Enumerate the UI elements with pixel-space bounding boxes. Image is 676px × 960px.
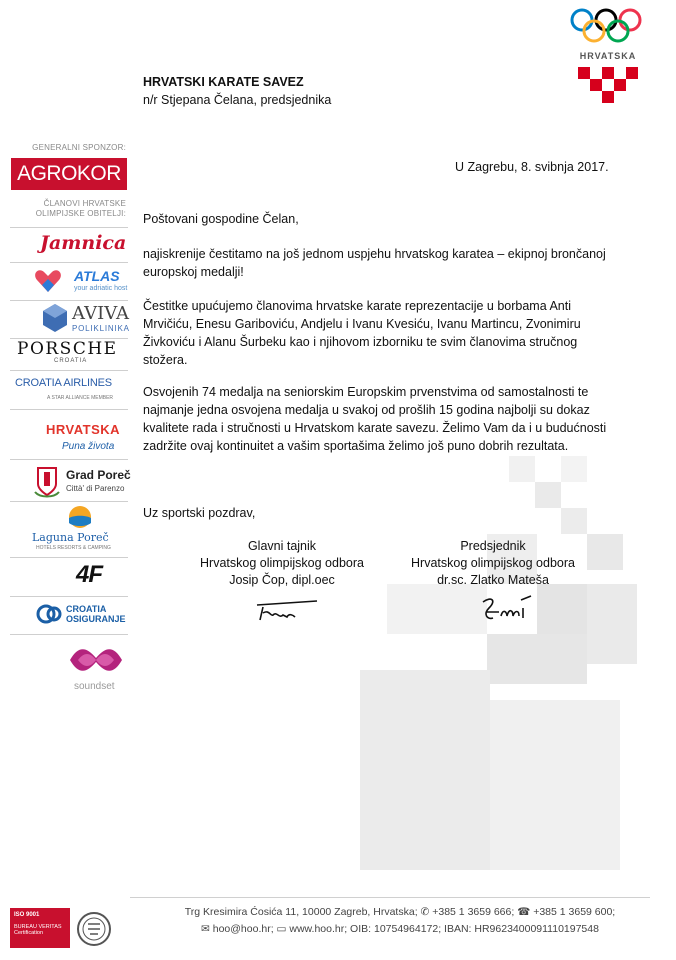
soundset-wave-icon <box>68 642 124 678</box>
atlas-logo-text: ATLAS <box>74 268 120 284</box>
porec-logo-text: Grad Poreč <box>66 468 131 482</box>
porec-logo <box>32 464 131 498</box>
family-label <box>10 199 126 219</box>
soundset-logo <box>66 642 128 694</box>
laguna-logo-text: Laguna Poreč <box>32 531 109 544</box>
footer-contact-line: ✉ hoo@hoo.hr; ▭ www.hoo.hr; OIB: 10754964172; IBAN: HR9623400091110197548 <box>201 923 599 935</box>
croatia-osiguranje-logo <box>36 602 128 628</box>
osiguranje-text-1: CROATIA <box>66 604 107 614</box>
jamnica-logo: Jamnica <box>40 232 127 254</box>
recipient-org: HRVATSKI KARATE SAVEZ <box>143 75 304 89</box>
osiguranje-text-2: OSIGURANJE <box>66 614 126 624</box>
osiguranje-mark-icon <box>36 604 62 624</box>
signature-right-image <box>477 592 537 628</box>
paragraph-3: Osvojenih 74 medalja na seniorskim Europskim prvenstvima od samostalnosti te najmanje jedna osvojena medalja u svakoj od prošlih 15 godina najbolji su dokaz kvalitete rada i stručnosti u Hrvatskom karate savezu. Želimo Vam da i u budućnosti zadržite ovaj kontinuitet a vašim sportašima želimo još puno dobrih rezultata. <box>143 385 607 453</box>
sidebar-divider <box>10 300 128 301</box>
family-label-line-2: OLIMPIJSKE OBITELJI: <box>35 209 126 218</box>
laguna-sun-icon <box>68 505 92 529</box>
general-sponsor-label: GENERALNI SPONZOR: <box>32 143 126 152</box>
sidebar-divider <box>10 596 128 597</box>
porsche-subtitle: CROATIA <box>54 358 88 364</box>
checkerboard-icon <box>566 65 650 115</box>
letter-date: U Zagrebu, 8. svibnja 2017. <box>455 160 609 174</box>
agrokor-logo <box>11 158 127 190</box>
signatory-left-role: Glavni tajnik <box>247 539 317 553</box>
bureau-veritas-label: BUREAU VERITAS <box>14 924 62 930</box>
hrvatska-logo-text: HRVATSKA <box>579 51 637 61</box>
laguna-logo <box>14 505 128 551</box>
soundset-logo-text: soundset <box>74 681 115 692</box>
signatory-left <box>182 538 382 589</box>
porsche-logo: PORSCHE <box>17 339 118 359</box>
olympic-logo <box>566 6 650 110</box>
sidebar-divider <box>10 409 128 410</box>
signatory-right-body: Hrvatskog olimpijskog odbora <box>411 556 575 570</box>
aviva-logo-text: AVIVA <box>72 303 129 324</box>
recipient-attn: n/r Stjepana Čelana, predsjednika <box>143 93 332 107</box>
atlas-logo <box>34 266 128 296</box>
signatory-left-name: Josip Čop, dipl.oec <box>229 573 335 587</box>
signatory-right-name: dr.sc. Zlatko Mateša <box>437 573 549 587</box>
signatory-left-body: Hrvatskog olimpijskog odbora <box>200 556 364 570</box>
olympic-rings-icon <box>566 6 650 44</box>
salutation: Poštovani gospodine Čelan, <box>143 212 299 226</box>
family-label-line-1: ČLANOVI HRVATSKE <box>43 199 126 208</box>
iso-label: ISO 9001 <box>14 912 40 918</box>
atlas-tagline: your adriatic host <box>74 285 128 292</box>
sidebar-divider <box>10 227 128 228</box>
aviva-subtitle: POLIKLINIKA <box>72 324 130 333</box>
sidebar-divider <box>10 501 128 502</box>
recipient-block <box>143 73 331 109</box>
closing: Uz sportski pozdrav, <box>143 506 256 520</box>
paragraph-2: Čestitke upućujemo članovima hrvatske karate reprezentacije u borbama Anti Mrvičiću, Enesu Gariboviću, Andjelu i Ivanu Kvesiću, Ivanu Martincu, Zvonimiru Živkoviću i Alanu Šurbeku kao i njihovom izborniku te svim članovima stručnog stožera. <box>143 299 581 367</box>
signatory-right-role: Predsjednik <box>460 539 526 553</box>
sidebar-divider <box>10 634 128 635</box>
footer-address-line: Trg Kresimira Ćosića 11, 10000 Zagreb, Hrvatska; ✆ +385 1 3659 666; ☎ +385 1 3659 600; <box>184 906 616 918</box>
hrvatska-tourism-logo: HRVATSKA <box>46 422 121 437</box>
porec-subtitle: Città' di Parenzo <box>66 484 125 493</box>
4f-logo: 4F <box>76 561 103 588</box>
aviva-logo <box>42 303 128 335</box>
iso-badge-box <box>10 908 70 948</box>
agrokor-logo-text: AGROKOR <box>17 162 121 185</box>
sidebar-divider <box>10 262 128 263</box>
bureau-veritas-seal-icon <box>76 910 112 948</box>
footer <box>140 904 660 938</box>
croatia-airlines-subtitle: A STAR ALLIANCE MEMBER <box>47 395 114 401</box>
signature-left-image <box>255 595 320 625</box>
croatia-airlines-logo: CROATIA AIRLINES <box>15 377 112 389</box>
aviva-cube-icon <box>42 303 68 333</box>
certification-label: Certification <box>14 930 44 936</box>
hrvatska-tourism-subtitle: Puna života <box>62 441 115 452</box>
sidebar-divider <box>10 370 128 371</box>
laguna-subtitle: HOTELS RESORTS & CAMPING <box>36 545 111 551</box>
certification-badge <box>10 908 113 948</box>
porec-coat-of-arms-icon <box>32 464 62 498</box>
sidebar-divider <box>10 557 128 558</box>
footer-divider <box>130 897 650 898</box>
paragraph-1: najiskrenije čestitamo na još jednom uspjehu hrvatskog karatea – ekipnoj brončanoj europskoj medalji! <box>143 247 606 279</box>
atlas-heart-icon <box>34 268 62 294</box>
signatory-right <box>393 538 593 589</box>
sidebar-divider <box>10 459 128 460</box>
